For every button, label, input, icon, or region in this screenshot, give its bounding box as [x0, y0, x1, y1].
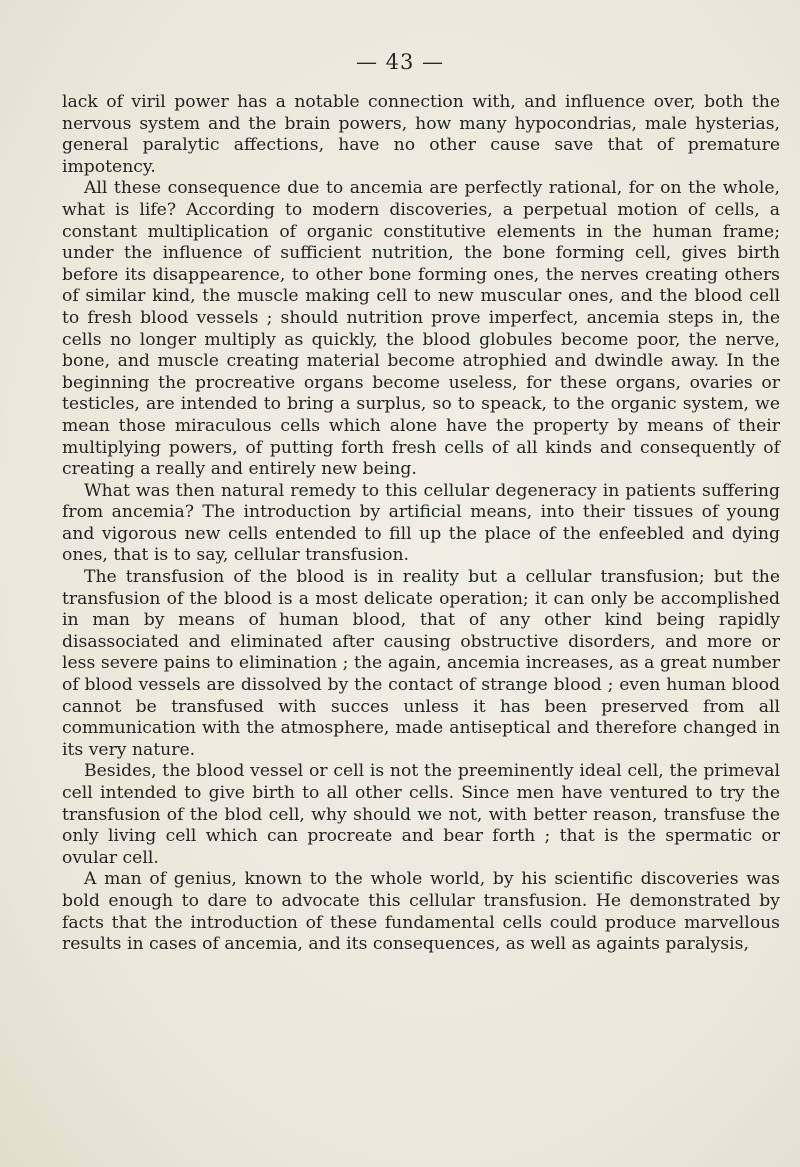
paragraph-2: All these consequence due to ancemia are perfectly rational, for on the whole, what is life? According to modern discoveries, a perpetual motion of cells, a constant multiplication of organic constitutive elements in the human frame; under the influence of sufficient nutrition, the bone forming cell, gives birth before its disappearence, to other bone forming ones, the nerves creating others of similar kind, the muscle making cell to new muscular ones, and the blood cell to fresh blood vessels ; should nutrition prove imperfect, ancemia steps in, the cells no longer multiply as quickly, the blood globules become poor, the nerve, bone, and muscle creating material become atrophied and dwindle away. In the beginning the procreative organs become useless, for these organs, ovaries or testicles, are intended to bring a surplus, so to speack, to the organic system, we mean those miraculous cells which alone have the property by means of their multiplying powers, of putting forth fresh cells of all kinds and consequently of creating a really and entirely new being.	[62, 178, 780, 480]
body-text	[62, 92, 780, 956]
paragraph-4: The transfusion of the blood is in reality but a cellular transfusion; but the transfusion of the blood is a most delicate operation; it can only be accomplished in man by means of human blood, that of any other kind being rapidly disassociated and eliminated after causing obstructive disorders, and more or less severe pains to elimination ; the again, ancemia increases, as a great number of blood vessels are dissolved by the contact of strange blood ; even human blood cannot be transfused with succes unless it has been preserved from all communication with the atmosphere, made antiseptical and therefore changed in its very nature.	[62, 567, 780, 760]
page-number: — 43 —	[355, 50, 445, 74]
paragraph-6: A man of genius, known to the whole world, by his scientific discoveries was bold enough to dare to advocate this cellular transfusion. He demonstrated by facts that the introduction of these fundamental cells could produce marvellous results in cases of ancemia, and its consequences, as well as againts paralysis,	[62, 869, 780, 955]
paragraph-5: Besides, the blood vessel or cell is not the preeminently ideal cell, the primeval cell intended to give birth to all other cells. Since men have ventured to try the transfusion of the blod cell, why should we not, with better reason, transfuse the only living cell which can procreate and bear forth ; that is the spermatic or ovular cell.	[62, 761, 780, 868]
paragraph-3: What was then natural remedy to this cellular degeneracy in patients suffering from ancemia? The introduction by artificial means, into their tissues of young and vigorous new cells entended to fill up the place of the enfeebled and dying ones, that is to say, cellular transfusion.	[62, 480, 780, 566]
paragraph-1: lack of viril power has a notable connection with, and influence over, both the nervous system and the brain powers, how many hypocondrias, male hysterias, general paralytic affections, have no other cause save that of premature impotency.	[62, 92, 780, 177]
